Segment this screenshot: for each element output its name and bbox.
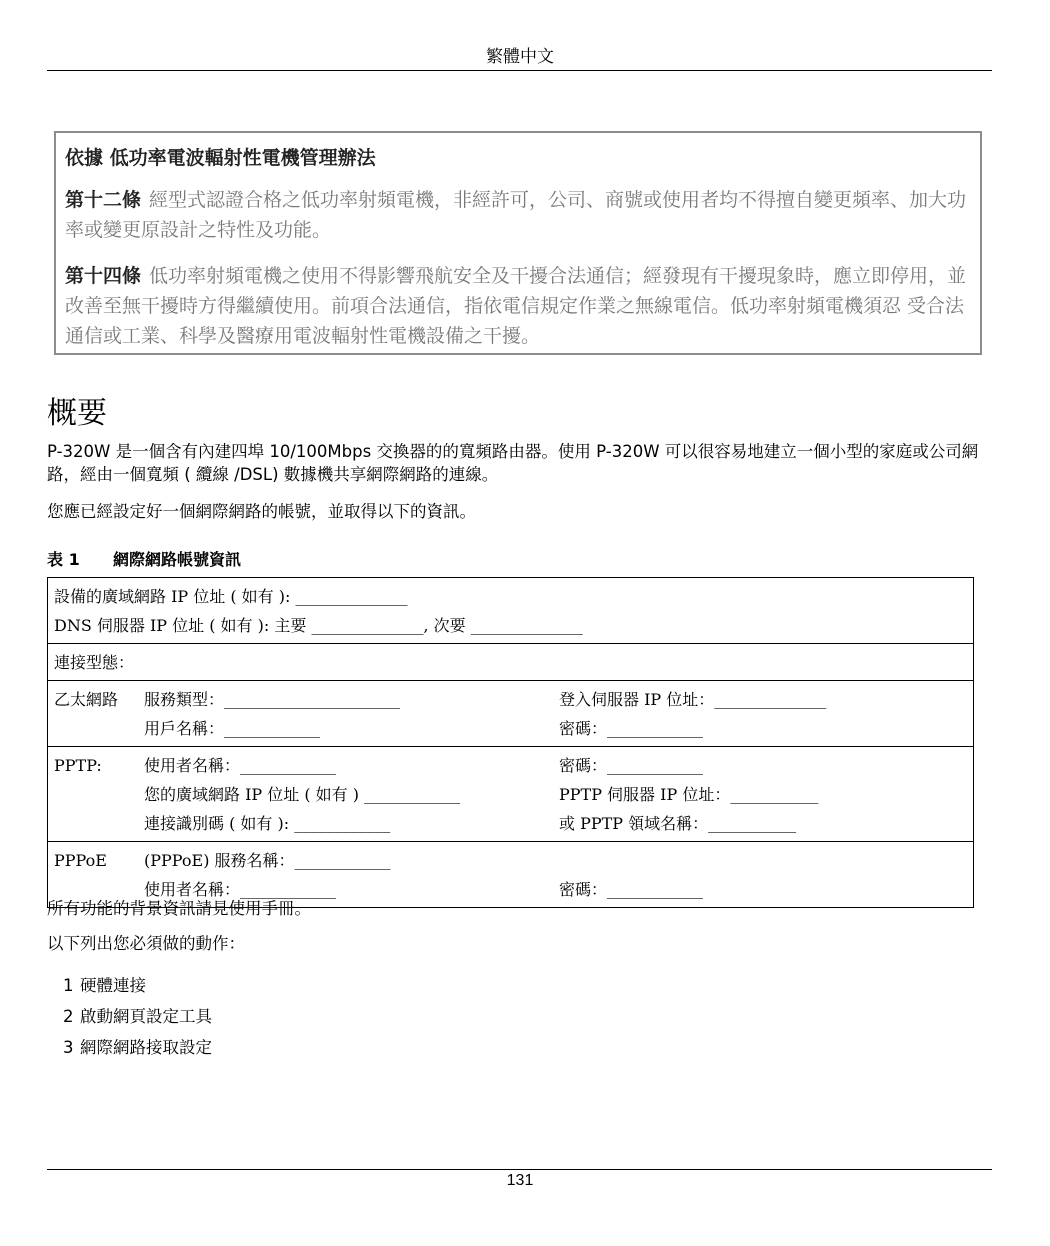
ethernet-password-field: 密碼：____________ [559, 719, 704, 738]
connection-type-label: 連接型態： [54, 653, 135, 672]
pptp-username-field: 使用者名稱：____________ [144, 756, 337, 775]
ethernet-service-type-field: 服務類型：______________________ [144, 690, 401, 709]
table-cell [48, 747, 974, 842]
pptp-connection-id-field: 連接識別碼 ( 如有 ): ____________ [144, 814, 391, 833]
pptp-domain-name-field: 或 PPTP 領域名稱：___________ [559, 814, 797, 833]
wan-ip-field: 設備的廣域網路 IP 位址 ( 如有 ): ______________ [54, 587, 408, 606]
pptp-label: PPTP: [54, 756, 102, 775]
step-text: 啟動網頁設定工具 [80, 1007, 212, 1026]
table-row [48, 644, 974, 681]
notice-article-12 [65, 185, 977, 245]
table-row [48, 681, 974, 747]
pptp-server-ip-field: PPTP 伺服器 IP 位址：___________ [559, 785, 819, 804]
list-item [47, 1001, 212, 1032]
article-12-text: 經型式認證合格之低功率射頻電機，非經許可，公司、商號或使用者均不得擅自變更頻率、加大功率或變更原設計之特性及功能。 [65, 189, 967, 241]
table-cell [48, 644, 974, 681]
list-item [47, 1032, 212, 1063]
table-caption-title: 網際網路帳號資訊 [113, 550, 242, 569]
notice-title: 依據 低功率電波輻射性電機管理辦法 [65, 147, 376, 169]
article-14-label: 第十四條 [65, 265, 142, 287]
table-row [48, 747, 974, 842]
step-number: 2 [63, 1007, 74, 1026]
article-14-text: 低功率射頻電機之使用不得影響飛航安全及干擾合法通信；經發現有干擾現象時，應立即停用，並改善至無干擾時方得繼續使用。前項合法通信，指依電信規定作業之無線電信。低功率射頻電機須忍 受合法通信或工業、科學及醫療用電波輻射性電機設備之干擾。 [65, 265, 967, 347]
dns-server-field: DNS 伺服器 IP 位址 ( 如有 ): 主要 ______________, 次要 ______________ [54, 616, 583, 635]
internet-account-info-table [47, 577, 974, 908]
overview-paragraph-1: P-320W 是一個含有內建四埠 10/100Mbps 交換器的的寬頻路由器。使用 P-320W 可以很容易地建立一個小型的家庭或公司網路，經由一個寬頻 ( 纜線 /DSL) 數據機共享網際網路的連線。 [47, 442, 979, 484]
overview-paragraph-2: 您應已經設定好一個網際網路的帳號，並取得以下的資訊。 [47, 502, 476, 521]
after-paragraph-1: 所有功能的背景資訊請見使用手冊。 [47, 899, 311, 918]
overview-heading: 概要 [47, 396, 107, 431]
after-paragraph-2: 以下列出您必須做的動作： [47, 934, 245, 953]
ethernet-login-server-field: 登入伺服器 IP 位址：______________ [559, 690, 827, 709]
pppoe-username-field: 使用者名稱：____________ [144, 880, 337, 899]
footer-rule [47, 1169, 992, 1170]
pppoe-service-name-field: (PPPoE) 服務名稱：____________ [144, 851, 391, 870]
step-number: 1 [63, 976, 74, 995]
step-text: 硬體連接 [80, 976, 146, 995]
list-item [47, 970, 212, 1001]
pppoe-label: PPPoE [54, 851, 107, 870]
step-text: 網際網路接取設定 [80, 1038, 212, 1057]
pptp-wan-ip-field: 您的廣域網路 IP 位址 ( 如有 ) ____________ [144, 785, 461, 804]
pptp-password-field: 密碼：____________ [559, 756, 704, 775]
steps-list [47, 970, 212, 1063]
table-row [48, 578, 974, 644]
article-12-label: 第十二條 [65, 189, 142, 211]
ethernet-username-field: 用戶名稱：____________ [144, 719, 321, 738]
page-header-title: 繁體中文 [486, 47, 554, 67]
notice-article-14 [65, 261, 977, 351]
ethernet-label: 乙太網路 [54, 690, 119, 709]
table-cell [48, 681, 974, 747]
step-number: 3 [63, 1038, 74, 1057]
header-rule [47, 70, 992, 71]
regulatory-notice-box [54, 131, 982, 355]
page-number: 131 [506, 1172, 534, 1189]
table-caption-number: 表 1 [47, 550, 80, 569]
pppoe-password-field: 密碼：____________ [559, 880, 704, 899]
table-caption [47, 547, 241, 570]
table-cell [48, 578, 974, 644]
